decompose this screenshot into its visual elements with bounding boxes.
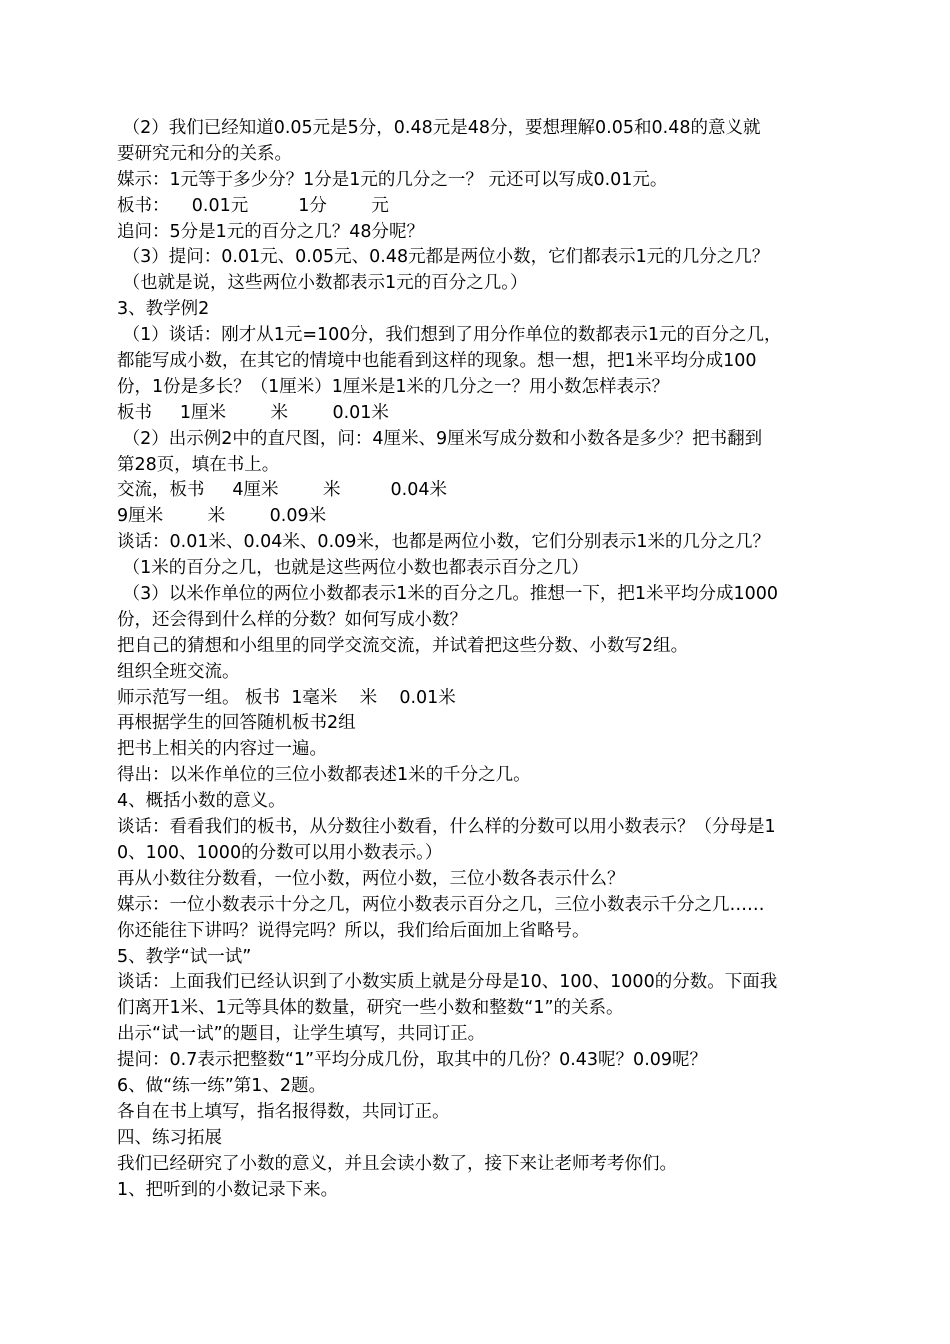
text-line: 我们已经研究了小数的意义，并且会读小数了，接下来让老师考考你们。	[117, 1153, 677, 1174]
text-line: （1）谈话：刚才从1元=100分，我们想到了用分作单位的数都表示1元的百分之几，	[117, 325, 782, 346]
text-line: 板书 1厘米 米 0.01米	[117, 402, 389, 423]
text-line: 师示范写一组。 板书 1毫米 米 0.01米	[117, 687, 456, 708]
section-heading: 四、练习拓展	[117, 1127, 222, 1148]
text-line: （也就是说，这些两位小数都表示1元的百分之几。）	[117, 273, 528, 294]
text-line: 你还能往下讲吗？说得完吗？所以，我们给后面加上省略号。	[117, 920, 590, 941]
text-line: 追问：5分是1元的百分之几？48分呢？	[117, 221, 425, 242]
text-line: 媒示：一位小数表示十分之几，两位小数表示百分之几，三位小数表示千分之几……	[117, 894, 765, 915]
text-line: 再根据学生的回答随机板书2组	[117, 713, 356, 734]
text-line: 第28页，填在书上。	[117, 454, 280, 475]
text-line: （1米的百分之几，也就是这些两位小数也都表示百分之几）	[117, 558, 589, 579]
text-line: 0、100、1000的分数可以用小数表示。）	[117, 842, 443, 863]
text-line: 谈话：0.01米、0.04米、0.09米，也都是两位小数，它们分别表示1米的几分之几？	[117, 532, 771, 553]
document-body	[117, 116, 837, 1203]
text-line: 把书上相关的内容过一遍。	[117, 739, 327, 760]
text-line: 1、把听到的小数记录下来。	[117, 1179, 339, 1200]
text-line: （3）以米作单位的两位小数都表示1米的百分之几。推想一下，把1米平均分成1000	[117, 584, 778, 605]
text-line: 组织全班交流。	[117, 661, 240, 682]
text-line: 9厘米 米 0.09米	[117, 506, 327, 527]
text-line: 交流，板书 4厘米 米 0.04米	[117, 480, 447, 501]
text-line: 媒示：1元等于多少分？1分是1元的几分之一？ 元还可以写成0.01元。	[117, 169, 668, 190]
section-heading: 3、教学例2	[117, 299, 210, 320]
text-line: 得出：以米作单位的三位小数都表述1米的千分之几。	[117, 765, 531, 786]
text-line: 把自己的猜想和小组里的同学交流交流，并试着把这些分数、小数写2组。	[117, 635, 689, 656]
section-heading: 5、教学“试一试”	[117, 946, 252, 967]
text-line: 出示“试一试”的题目，让学生填写，共同订正。	[117, 1024, 486, 1045]
text-line: 都能写成小数，在其它的情境中也能看到这样的现象。想一想，把1米平均分成100	[117, 351, 757, 372]
text-line: 份，1份是多长？（1厘米）1厘米是1米的几分之一？用小数怎样表示？	[117, 376, 670, 397]
text-line: 板书： 0.01元 1分 元	[117, 195, 389, 216]
text-line: （3）提问：0.01元、0.05元、0.48元都是两位小数，它们都表示1元的几分之几？	[117, 247, 770, 268]
text-line: （2）我们已经知道0.05元是5分，0.48元是48分，要想理解0.05和0.48的意义就	[117, 118, 761, 138]
text-line: 份，还会得到什么样的分数？如何写成小数？	[117, 609, 467, 630]
text-line: 要研究元和分的关系。	[117, 143, 292, 164]
section-heading: 6、做“练一练”第1、2题。	[117, 1075, 327, 1096]
text-line: 再从小数往分数看，一位小数，两位小数，三位小数各表示什么？	[117, 868, 625, 889]
text-line: 提问：0.7表示把整数“1”平均分成几份，取其中的几份？0.43呢？0.09呢？	[117, 1050, 708, 1071]
text-line: 谈话：上面我们已经认识到了小数实质上就是分母是10、100、1000的分数。下面我	[117, 972, 778, 993]
text-line: 谈话：看看我们的板书，从分数往小数看，什么样的分数可以用小数表示？（分母是1	[117, 817, 776, 838]
text-line: （2）出示例2中的直尺图，问：4厘米、9厘米写成分数和小数各是多少？把书翻到	[117, 428, 763, 449]
section-heading: 4、概括小数的意义。	[117, 791, 286, 812]
text-line: 们离开1米、1元等具体的数量，研究一些小数和整数“1”的关系。	[117, 998, 624, 1019]
text-line: 各自在书上填写，指名报得数，共同订正。	[117, 1101, 450, 1122]
